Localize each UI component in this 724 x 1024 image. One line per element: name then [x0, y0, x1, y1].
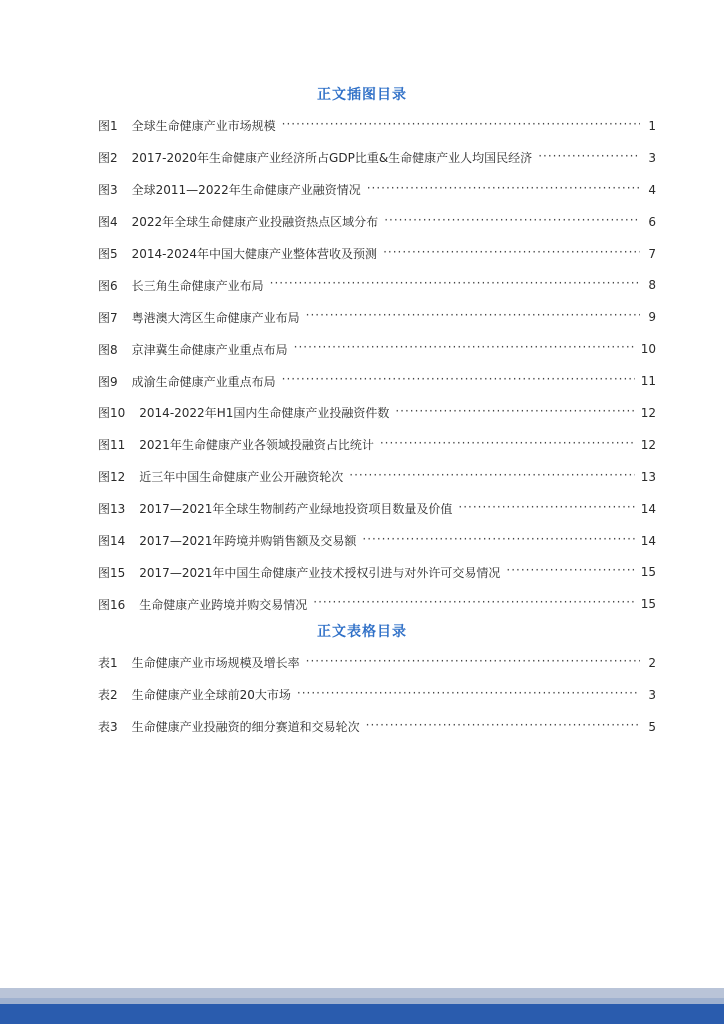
- figure-toc-entry-title: 全球2011—2022年生命健康产业融资情况: [131, 183, 361, 198]
- table-toc-entry-number: 表3: [98, 720, 118, 735]
- figure-toc-entry-number: 图15: [98, 565, 126, 580]
- figure-toc-entry[interactable]: [98, 269, 656, 301]
- figure-toc-entry-page-number: 9: [648, 310, 656, 325]
- dot-leader: [538, 151, 640, 165]
- table-toc-entry-title: 生命健康产业市场规模及增长率: [131, 656, 300, 671]
- figure-toc-entry-title: 2017—2021年跨境并购销售额及交易额: [139, 534, 357, 549]
- figure-toc-entry[interactable]: [98, 429, 656, 461]
- dot-leader: [506, 565, 634, 579]
- dot-leader: [349, 470, 634, 484]
- figure-toc-entry-title: 全球生命健康产业市场规模: [131, 119, 276, 134]
- dot-leader: [282, 374, 635, 388]
- table-toc-entry-page-number: 2: [648, 655, 656, 670]
- figure-toc-entry[interactable]: [98, 142, 656, 174]
- dot-leader: [367, 183, 640, 197]
- figure-toc-entry-page-number: 8: [648, 278, 656, 293]
- footer-band-light: [0, 988, 724, 998]
- dot-leader: [313, 597, 634, 611]
- figure-toc-entry-number: 图7: [98, 310, 118, 325]
- figure-toc-entry[interactable]: [98, 588, 656, 620]
- figure-toc-entry[interactable]: [98, 365, 656, 397]
- figure-toc-entry-title: 2021年生命健康产业各领域投融资占比统计: [139, 438, 374, 453]
- dot-leader: [270, 278, 640, 292]
- table-toc-entry-title: 生命健康产业投融资的细分赛道和交易轮次: [131, 720, 360, 735]
- table-toc-entry-title: 生命健康产业全球前20大市场: [131, 688, 291, 703]
- figure-toc-entry-title: 近三年中国生命健康产业公开融资轮次: [139, 470, 344, 485]
- footer-band-dark: [0, 1004, 724, 1024]
- figure-toc-entry[interactable]: [98, 333, 656, 365]
- figure-toc-entry-number: 图14: [98, 534, 126, 549]
- figure-toc-entry-title: 成渝生命健康产业重点布局: [131, 374, 276, 389]
- figure-toc-entry-page-number: 4: [648, 182, 656, 197]
- figure-toc-entry-page-number: 1: [648, 118, 656, 133]
- figure-toc-entry-number: 图8: [98, 342, 118, 357]
- figure-toc-entry[interactable]: [98, 174, 656, 206]
- figure-toc-entry[interactable]: [98, 397, 656, 429]
- table-toc-entry-page-number: 5: [648, 719, 656, 734]
- dot-leader: [294, 342, 635, 356]
- figure-toc-entry-title: 长三角生命健康产业布局: [131, 278, 264, 293]
- figure-toc-entry-page-number: 12: [640, 437, 656, 452]
- figure-toc-entry-number: 图13: [98, 502, 126, 517]
- figure-toc-entry-page-number: 15: [640, 565, 656, 580]
- figure-toc-entry-number: 图6: [98, 278, 118, 293]
- figure-toc-entry-page-number: 3: [648, 150, 656, 165]
- table-toc-entry[interactable]: [98, 647, 656, 679]
- figure-toc-entry-number: 图5: [98, 247, 118, 261]
- figure-toc-entry-page-number: 13: [640, 469, 656, 484]
- dot-leader: [383, 247, 640, 261]
- table-toc-entry-number: 表2: [98, 688, 118, 703]
- figure-toc-entry[interactable]: [98, 301, 656, 333]
- figure-toc-entry-number: 图4: [98, 215, 118, 230]
- figure-toc-entry-title: 2014-2024年中国大健康产业整体营收及预测: [131, 247, 378, 261]
- figure-toc-entry[interactable]: [98, 206, 656, 238]
- figure-toc-entry-page-number: 6: [648, 214, 656, 229]
- figure-toc-entry-number: 图9: [98, 374, 118, 389]
- figure-toc-entry-page-number: 14: [640, 533, 656, 548]
- dot-leader: [306, 656, 640, 670]
- figure-toc-entry-title: 2017—2021年中国生命健康产业技术授权引进与对外许可交易情况: [139, 565, 501, 580]
- figure-toc-entry[interactable]: [98, 238, 656, 270]
- dot-leader: [297, 688, 640, 702]
- figure-toc-entry-number: 图3: [98, 183, 118, 198]
- figure-toc-entry-title: 2022年全球生命健康产业投融资热点区域分布: [131, 215, 379, 230]
- figures-toc-list: [98, 110, 656, 620]
- table-toc-entry[interactable]: [98, 679, 656, 711]
- figure-toc-entry-title: 2014-2022年H1国内生命健康产业投融资件数: [139, 406, 390, 421]
- figure-toc-entry-title: 2017-2020年生命健康产业经济所占GDP比重&生命健康产业人均国民经济: [131, 151, 533, 166]
- tables-toc-heading: 正文表格目录: [317, 624, 407, 640]
- dot-leader: [366, 720, 640, 734]
- figure-toc-entry-title: 2017—2021年全球生物制药产业绿地投资项目数量及价值: [139, 502, 453, 517]
- figure-toc-entry[interactable]: [98, 110, 656, 142]
- dot-leader: [306, 310, 640, 324]
- table-toc-entry[interactable]: [98, 711, 656, 743]
- figures-toc-heading: 正文插图目录: [317, 87, 407, 103]
- figure-toc-entry-number: 图10: [98, 406, 126, 421]
- figure-toc-entry-number: 图1: [98, 119, 118, 134]
- figure-toc-entry[interactable]: [98, 525, 656, 557]
- figure-toc-entry-page-number: 15: [640, 597, 656, 612]
- tables-toc-list: [98, 647, 656, 743]
- table-toc-entry-page-number: 3: [648, 687, 656, 702]
- figure-toc-entry-number: 图12: [98, 470, 126, 485]
- figure-toc-entry[interactable]: [98, 493, 656, 525]
- figure-toc-entry-page-number: 10: [640, 342, 656, 357]
- figure-toc-entry-title: 京津冀生命健康产业重点布局: [131, 342, 288, 357]
- figure-toc-entry-page-number: 11: [640, 374, 656, 389]
- figure-toc-entry-title: 生命健康产业跨境并购交易情况: [139, 597, 308, 612]
- figure-toc-entry-page-number: 14: [640, 501, 656, 516]
- dot-leader: [380, 438, 635, 452]
- figure-toc-entry-page-number: 12: [640, 405, 656, 420]
- figure-toc-entry-title: 粤港澳大湾区生命健康产业布局: [131, 310, 300, 325]
- figure-toc-entry-number: 图2: [98, 151, 118, 166]
- dot-leader: [458, 502, 634, 516]
- dot-leader: [282, 119, 640, 133]
- figure-toc-entry-number: 图11: [98, 438, 126, 453]
- table-toc-entry-number: 表1: [98, 656, 118, 671]
- figure-toc-entry[interactable]: [98, 556, 656, 588]
- figure-toc-entry-page-number: 7: [648, 246, 656, 261]
- dot-leader: [362, 534, 634, 548]
- dot-leader: [395, 406, 634, 420]
- figure-toc-entry[interactable]: [98, 461, 656, 493]
- dot-leader: [384, 215, 640, 229]
- figure-toc-entry-number: 图16: [98, 597, 126, 612]
